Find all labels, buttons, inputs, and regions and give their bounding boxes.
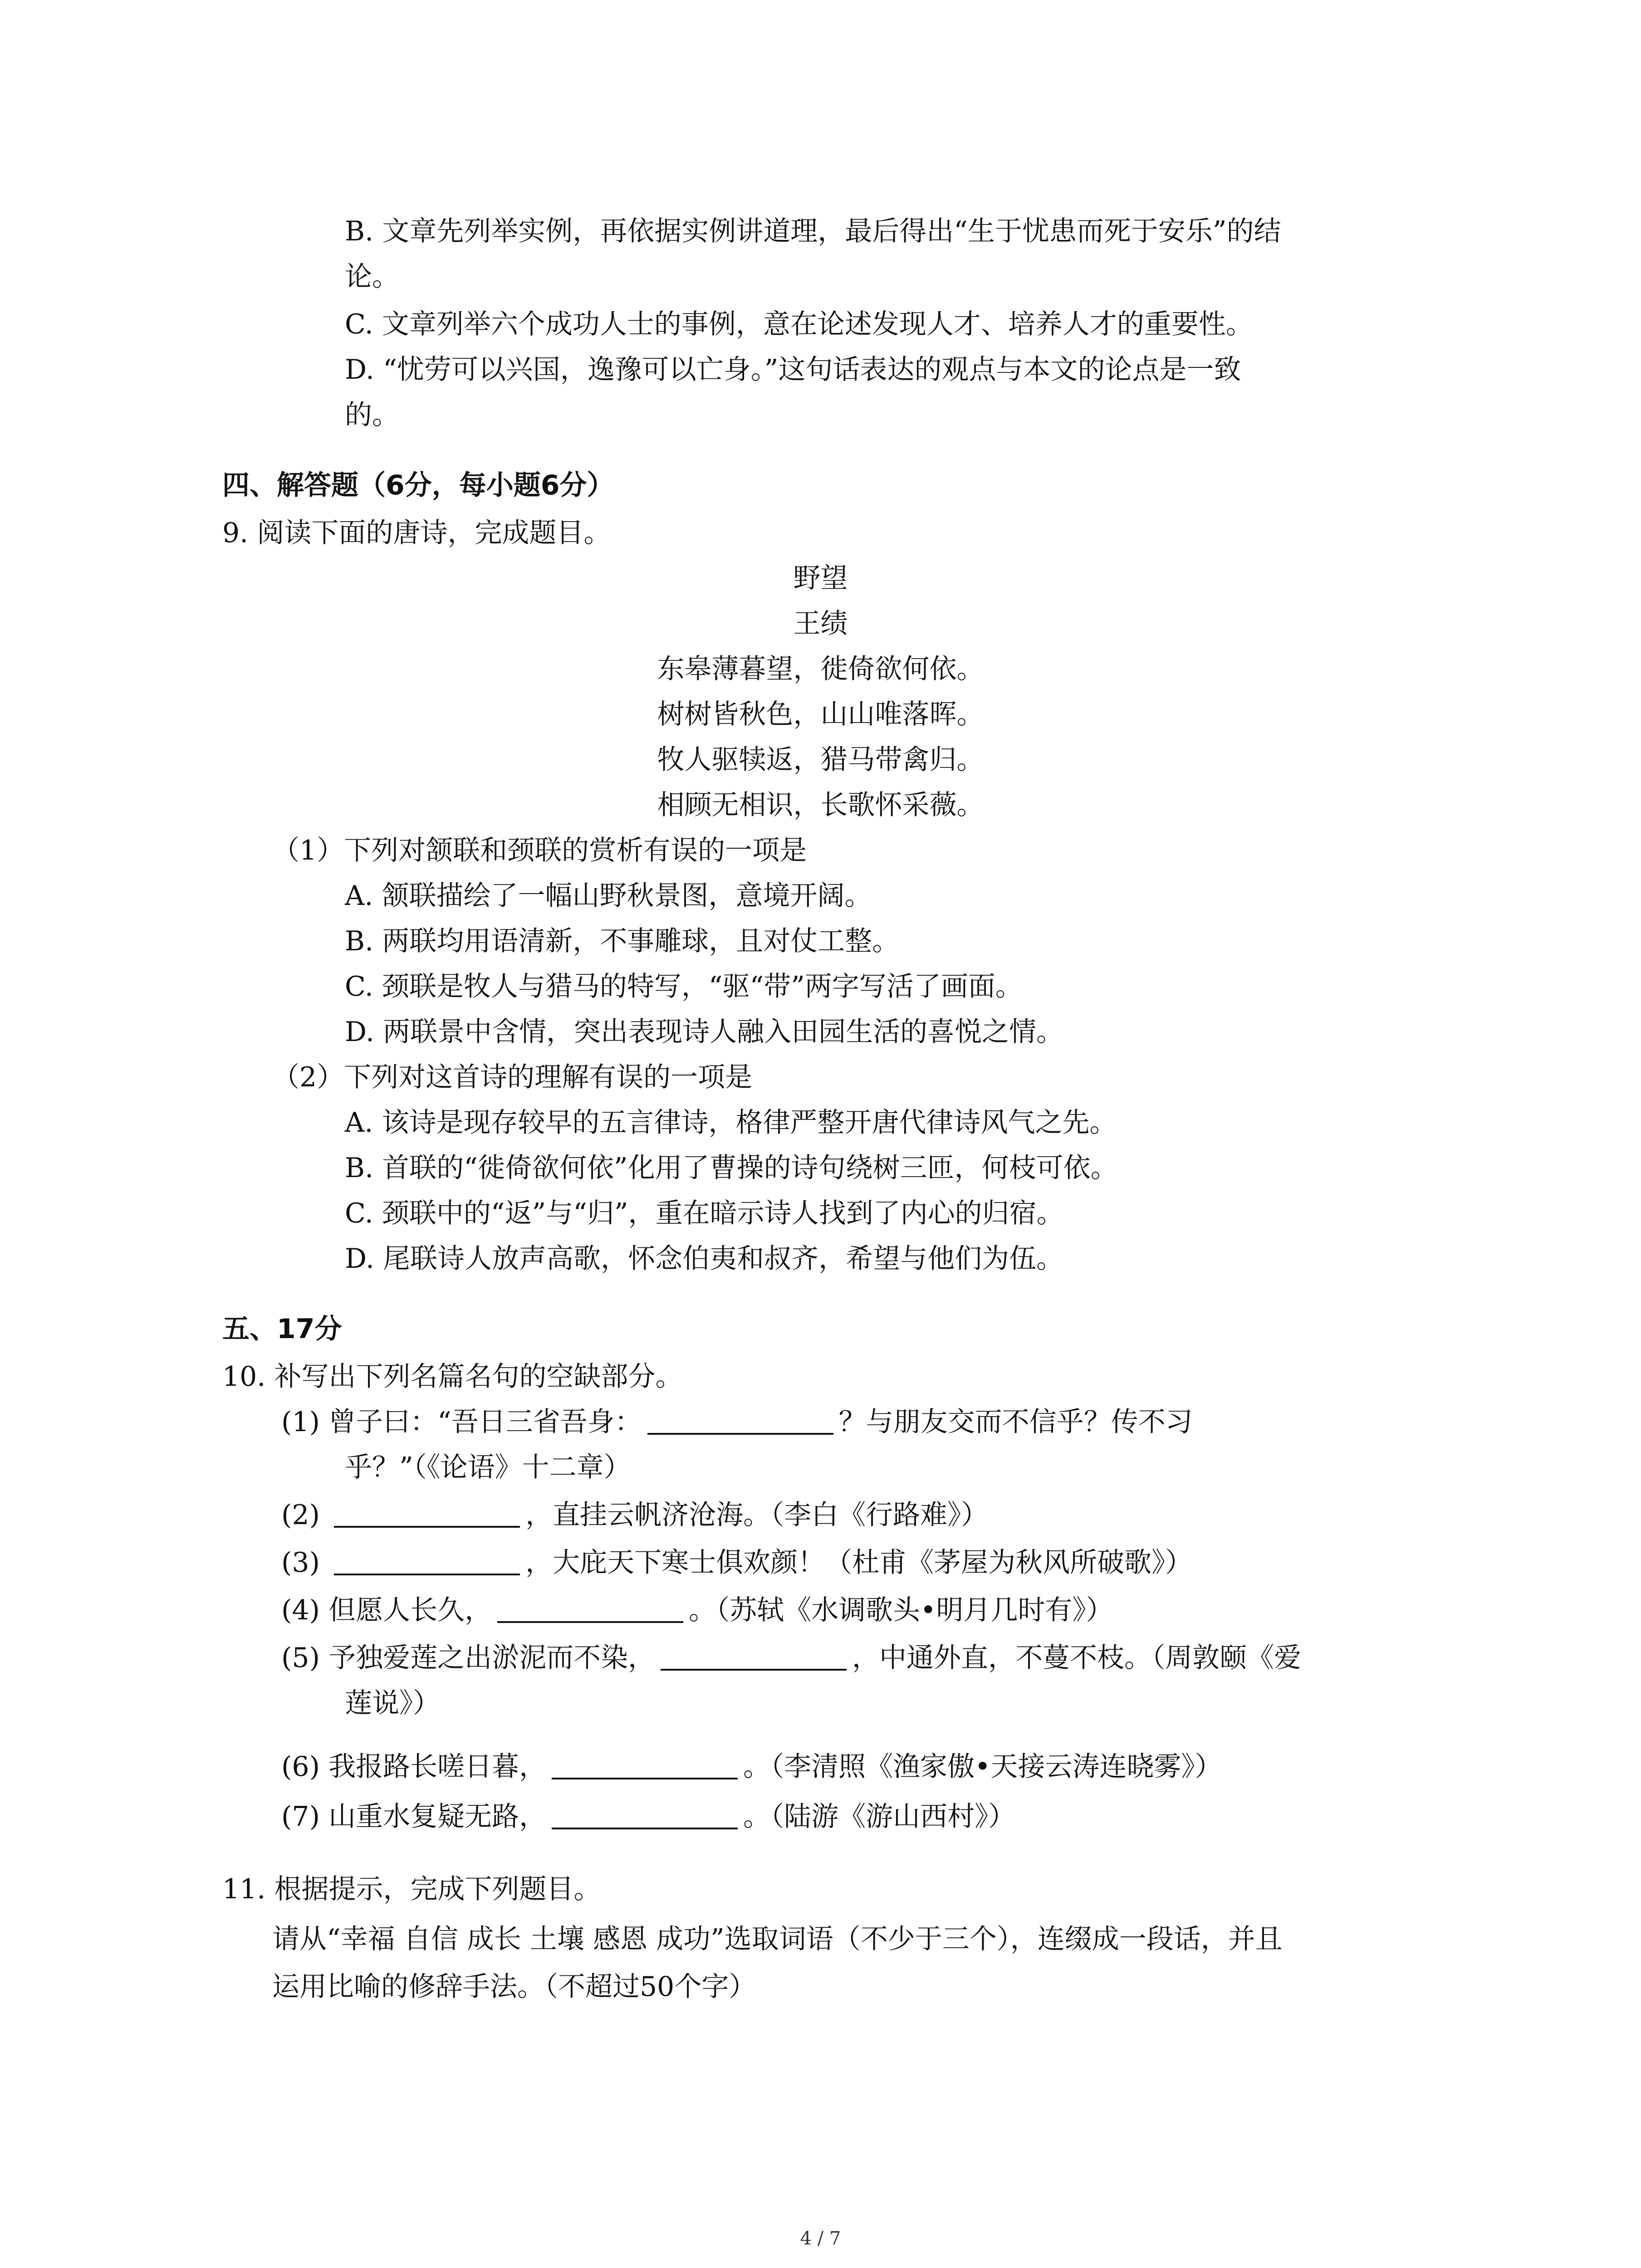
q8-option-c: C. 文章列举六个成功人士的事例，意在论述发现人才、培养人才的重要性。	[345, 308, 1253, 340]
q9-sub1-option-c: C. 颈联是牧人与猎马的特写，“驱“带”两字写活了画面。	[345, 971, 1023, 1002]
q8-option-b-line2: 论。	[345, 261, 399, 293]
poem-line: 树树皆秋色，山山唯落晖。	[657, 699, 984, 730]
item-text-after: ，大庇天下寒士俱欢颜！（杜甫《茅屋为秋风所破歌》）	[525, 1547, 1193, 1579]
answer-blank[interactable]	[552, 1750, 738, 1779]
q9-sub1-option-b: B. 两联均用语清新，不事雕球，且对仗工整。	[345, 925, 900, 957]
item-number: (7)	[281, 1801, 320, 1833]
q10-item-2	[281, 1492, 988, 1538]
poem-line: 东皋薄暮望，徙倚欲何依。	[657, 653, 984, 685]
q9-sub2-option-c: C. 颈联中的“返”与“归”，重在暗示诗人找到了内心的归宿。	[345, 1198, 1064, 1229]
item-number: (4)	[281, 1594, 320, 1626]
q9-sub1-prompt: （1）下列对颔联和颈联的赏析有误的一项是	[272, 835, 807, 866]
item-number: (6)	[281, 1751, 320, 1783]
poem-line: 相顾无相识，长歌怀采薇。	[657, 789, 984, 821]
section-5-heading: 五、17分	[222, 1313, 342, 1345]
item-number: (1)	[281, 1406, 320, 1438]
q9-sub2-option-d: D. 尾联诗人放声高歌，怀念伯夷和叔齐，希望与他们为伍。	[345, 1243, 1064, 1275]
item-number: (2)	[281, 1499, 320, 1531]
poem-line: 牧人驱犊返，猎马带禽归。	[657, 744, 984, 776]
answer-blank[interactable]	[661, 1642, 847, 1671]
q11-instruction-line2: 运用比喻的修辞手法。（不超过50个字）	[272, 1971, 756, 2003]
q9-stem: 9. 阅读下面的唐诗，完成题目。	[222, 517, 611, 549]
item-text-before: 予独爱莲之出淤泥而不染，	[328, 1642, 656, 1674]
item-text-before: 山重水复疑无路，	[328, 1801, 547, 1833]
q11-instruction-line1: 请从“幸福 自信 成长 土壤 感恩 成功”选取词语（不少于三个），连缀成一段话，并且	[272, 1923, 1283, 1955]
q10-item-5-line2: 莲说》）	[345, 1687, 440, 1719]
item-number: (3)	[281, 1547, 320, 1579]
q10-item-3	[281, 1540, 1192, 1585]
item-text-before: 我报路长嗟日暮，	[328, 1751, 547, 1783]
item-text-before: 但愿人长久，	[328, 1594, 492, 1626]
item-text-after: 。（李清照《渔家傲•天接云涛连晓雾》）	[743, 1751, 1222, 1783]
q10-item-1	[281, 1399, 1193, 1445]
q9-sub1-option-a: A. 颔联描绘了一幅山野秋景图，意境开阔。	[345, 880, 872, 912]
q9-sub2-option-a: A. 该诗是现存较早的五言律诗，格律严整开唐代律诗风气之先。	[345, 1107, 1117, 1139]
item-text-after: ？与朋友交而不信乎？传不习	[838, 1406, 1193, 1438]
q10-stem: 10. 补写出下列名篇名句的空缺部分。	[222, 1361, 683, 1393]
page-number: 4 / 7	[800, 2228, 841, 2249]
answer-blank[interactable]	[552, 1800, 738, 1829]
q8-option-d-line2: 的。	[345, 399, 399, 431]
q10-item-5	[281, 1635, 1301, 1681]
answer-blank[interactable]	[334, 1499, 520, 1528]
answer-blank[interactable]	[497, 1594, 683, 1623]
section-4-heading: 四、解答题（6分，每小题6分）	[222, 469, 614, 501]
poem-author: 王绩	[793, 608, 848, 640]
item-text-after: 。（苏轼《水调歌头•明月几时有》）	[689, 1594, 1113, 1626]
answer-blank[interactable]	[647, 1406, 833, 1435]
item-text-after: ，中通外直，不蔓不枝。（周敦颐《爱	[852, 1642, 1302, 1674]
q9-sub2-prompt: （2）下列对这首诗的理解有误的一项是	[272, 1061, 753, 1093]
q11-stem: 11. 根据提示，完成下列题目。	[222, 1873, 601, 1905]
q8-option-d-line1: D. “忧劳可以兴国，逸豫可以亡身。”这句话表达的观点与本文的论点是一致	[345, 354, 1241, 386]
item-text-after: 。（陆游《游山西村》）	[743, 1801, 1016, 1833]
q10-item-4	[281, 1588, 1113, 1633]
q9-sub2-option-b: B. 首联的“徙倚欲何依”化用了曹操的诗句绕树三匝，何枝可依。	[345, 1152, 1118, 1184]
q9-sub1-option-d: D. 两联景中含情，突出表现诗人融入田园生活的喜悦之情。	[345, 1016, 1064, 1048]
item-text-before: 曾子曰：“吾日三省吾身：	[328, 1406, 642, 1438]
item-number: (5)	[281, 1642, 320, 1674]
q8-option-b-line1: B. 文章先列举实例，再依据实例讲道理，最后得出“生于忧患而死于安乐”的结	[345, 215, 1281, 247]
q10-item-6	[281, 1744, 1222, 1789]
answer-blank[interactable]	[334, 1546, 520, 1575]
q10-item-1-line2: 乎？”（《论语》十二章）	[345, 1452, 631, 1483]
item-text-after: ，直挂云帆济沧海。（李白《行路难》）	[525, 1499, 989, 1531]
q10-item-7	[281, 1794, 1015, 1839]
poem-title: 野望	[793, 562, 848, 594]
